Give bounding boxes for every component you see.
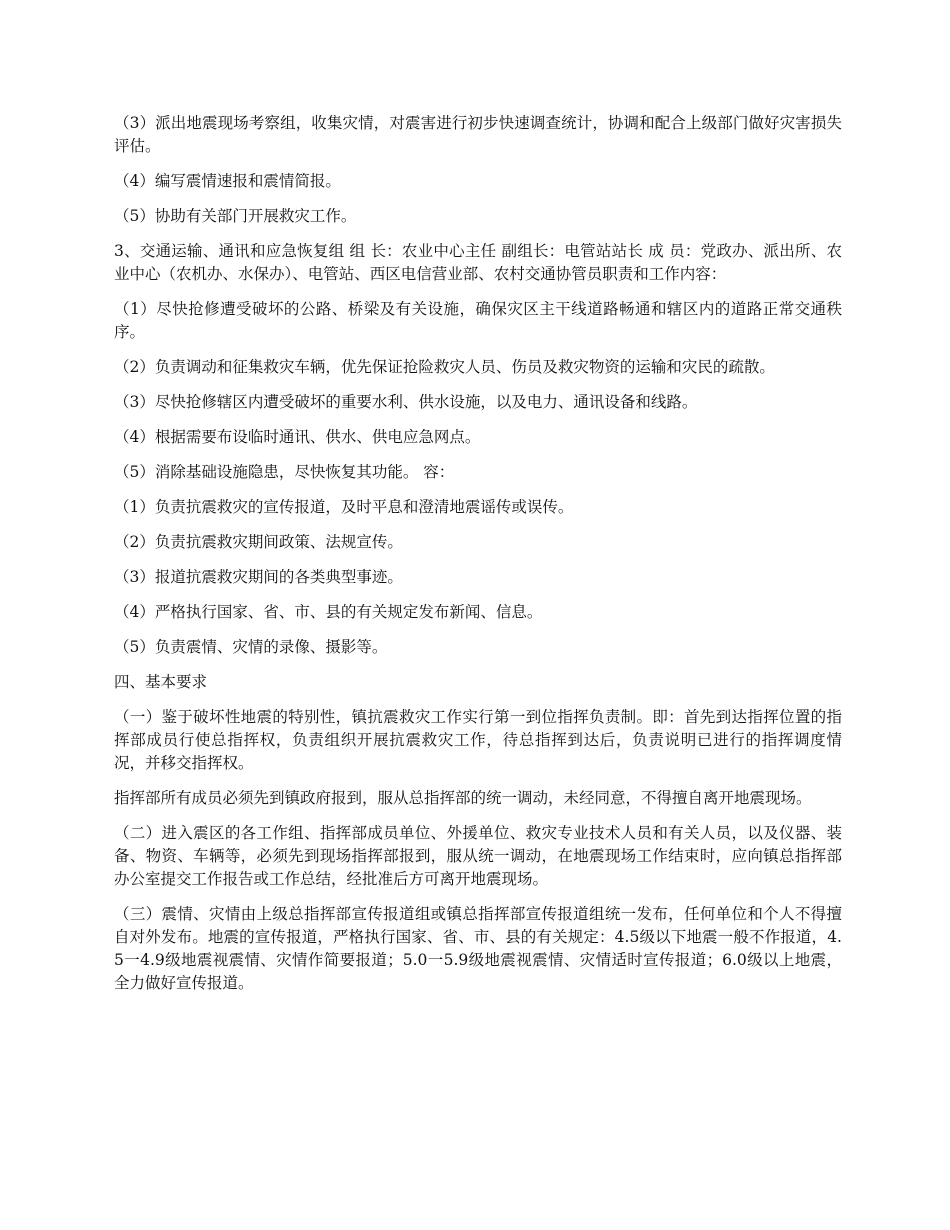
paragraph: （一）鉴于破坏性地震的特别性，镇抗震救灾工作实行第一到位指挥负责制。即：首先到达指挥位置的指挥部成员行使总指挥权，负责组织开展抗震救灾工作，待总指挥到达后，负责说明已进行的指挥调度情况，并移交指挥权。 <box>114 708 842 772</box>
paragraph: （4）编写震情速报和震情简报。 <box>114 172 341 190</box>
paragraph: （5）协助有关部门开展救灾工作。 <box>114 207 357 225</box>
paragraph: （5）负责震情、灾情的录像、摄影等。 <box>114 638 388 656</box>
paragraph: （3）尽快抢修辖区内遭受破坏的重要水利、供水设施，以及电力、通讯设备和线路。 <box>114 393 698 411</box>
paragraph: （3）报道抗震救灾期间的各类典型事迹。 <box>114 568 403 586</box>
paragraph: （5）消除基础设施隐患，尽快恢复其功能。 容： <box>114 463 455 481</box>
paragraph: （4）严格执行国家、省、市、县的有关规定发布新闻、信息。 <box>114 603 543 621</box>
section-heading: 四、基本要求 <box>114 673 208 691</box>
paragraph: （二）进入震区的各工作组、指挥部成员单位、外援单位、救灾专业技术人员和有关人员，以及仪器、装备、物资、车辆等，必须先到现场指挥部报到，服从统一调动，在地震现场工作结束时，应向镇总指挥部办公室提交工作报告或工作总结，经批准后方可离开地震现场。 <box>114 824 842 888</box>
document-body <box>114 112 842 1007</box>
paragraph: 3、交通运输、通讯和应急恢复组 组 长：农业中心主任 副组长：电管站站长 成 员：党政办、派出所、农业中心（农机办、水保办）、电管站、西区电信营业部、农村交通协管员职责和工作内容： <box>114 242 842 283</box>
paragraph: （三）震情、灾情由上级总指挥部宣传报道组或镇总指挥部宣传报道组统一发布，任何单位和个人不得擅自对外发布。地震的宣传报道，严格执行国家、省、市、县的有关规定：4.5级以下地震一般不作报道，4.5一4.9级地震视震情、灾情作简要报道；5.0一5.9级地震视震情、灾情适时宣传报道；6.0级以上地震，全力做好宣传报道。 <box>114 905 842 992</box>
paragraph: （1）负责抗震救灾的宣传报道，及时平息和澄清地震谣传或误传。 <box>114 498 574 516</box>
paragraph: （4）根据需要布设临时通讯、供水、供电应急网点。 <box>114 428 481 446</box>
paragraph: （3）派出地震现场考察组，收集灾情，对震害进行初步快速调查统计，协调和配合上级部门做好灾害损失评估。 <box>114 114 842 155</box>
paragraph: （2）负责调动和征集救灾车辆，优先保证抢险救灾人员、伤员及救灾物资的运输和灾民的疏散。 <box>114 358 775 376</box>
paragraph: 指挥部所有成员必须先到镇政府报到，服从总指挥部的统一调动，未经同意，不得擅自离开地震现场。 <box>114 789 812 807</box>
paragraph: （2）负责抗震救灾期间政策、法规宣传。 <box>114 533 403 551</box>
paragraph: （1）尽快抢修遭受破坏的公路、桥梁及有关设施，确保灾区主干线道路畅通和辖区内的道路正常交通秩序。 <box>114 300 842 341</box>
